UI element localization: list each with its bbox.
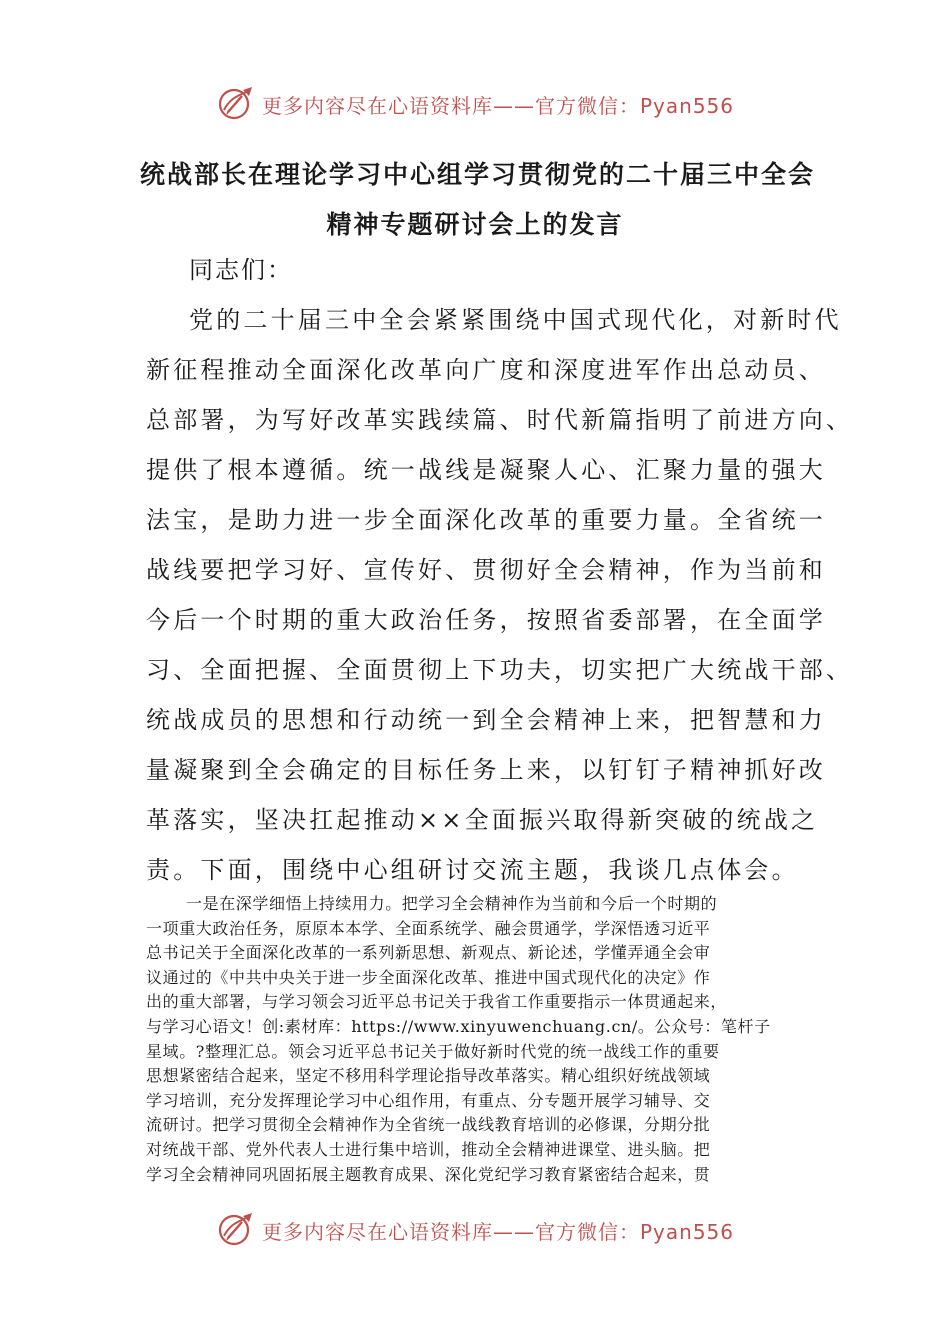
banner-dash: —— xyxy=(492,93,535,118)
paragraph-line: 习、全面把握、全面贯彻上下功夫，切实把广大统战干部、 xyxy=(146,656,854,684)
paragraph-line: 出的重大部署，与学习领会习近平总书记关于我省工作重要指示一体贯通起来， xyxy=(146,992,728,1012)
paragraph-line: 星域。?整理汇总。领会习近平总书记关于做好新时代党的统一战线工作的重要 xyxy=(146,1041,720,1061)
paragraph-line: 新征程推动全面深化改革向广度和深度进军作出总动员、 xyxy=(146,356,826,384)
header-banner xyxy=(0,82,950,126)
paragraph-line: 学习培训，充分发挥理论学习中心组作用，有重点、分专题开展学习辅导、交 xyxy=(146,1090,711,1110)
paragraph-intro xyxy=(146,295,854,895)
paragraph-line: 责。下面，围绕中心组研讨交流主题，我谈几点体会。 xyxy=(146,856,799,884)
banner-text xyxy=(262,1216,734,1245)
paragraph-line: 一项重大政治任务，原原本本学、全面系统学、融会贯通学，学深悟透习近平 xyxy=(146,918,711,938)
paragraph-line: 议通过的《中共中央关于进一步全面深化改革、推进中国式现代化的决定》作 xyxy=(146,967,711,987)
pen-logo-icon xyxy=(216,84,256,124)
paragraph-line: 革落实，坚决扛起推动××全面振兴取得新突破的统战之 xyxy=(146,806,819,834)
banner-wechat-id: Pyan556 xyxy=(639,1219,734,1244)
paragraph-line: 对统战干部、党外代表人士进行集中培训，推动全会精神进课堂、进头脑。把 xyxy=(146,1139,711,1159)
paragraph-line: 总部署，为写好改革实践续篇、时代新篇指明了前进方向、 xyxy=(146,406,854,434)
paragraph-line: 与学习心语文！创:素材库：https://www.xinyuwenchuang.cn/。公众号：笔杆子 xyxy=(146,1016,771,1036)
paragraph-line: 战线要把学习好、宣传好、贯彻好全会精神，作为当前和 xyxy=(146,556,826,584)
footer-banner xyxy=(0,1208,950,1252)
banner-slogan: 更多内容尽在心语资料库 xyxy=(261,93,493,118)
document-title xyxy=(140,150,816,250)
banner-wechat-id: Pyan556 xyxy=(639,93,734,118)
banner-wechat-label: 官方微信： xyxy=(534,1219,640,1244)
paragraph-line: 量凝聚到全会确定的目标任务上来，以钉钉子精神抓好改 xyxy=(146,756,826,784)
banner-wechat-label: 官方微信： xyxy=(534,93,640,118)
title-line-2: 精神专题研讨会上的发言 xyxy=(326,210,624,239)
greeting: 同志们： xyxy=(189,256,293,284)
banner-slogan: 更多内容尽在心语资料库 xyxy=(261,1219,493,1244)
paragraph-line: 思想紧密结合起来，坚定不移用科学理论指导改革落实。精心组织好统战领域 xyxy=(146,1066,711,1086)
banner-text xyxy=(262,90,734,119)
paragraph-line: 一是在深学细悟上持续用力。把学习全会精神作为当前和今后一个时期的 xyxy=(186,894,718,913)
paragraph-line: 法宝，是助力进一步全面深化改革的重要力量。全省统一 xyxy=(146,506,826,534)
paragraph-line: 提供了根本遵循。统一战线是凝聚人心、汇聚力量的强大 xyxy=(146,456,826,484)
banner-dash: —— xyxy=(492,1219,535,1244)
paragraph-line: 总书记关于全面深化改革的一系列新思想、新观点、新论述，学懂弄通全会审 xyxy=(146,943,711,963)
pen-logo-icon xyxy=(216,1210,256,1250)
paragraph-line: 流研讨。把学习贯彻全会精神作为全省统一战线教育培训的必修课，分期分批 xyxy=(146,1115,711,1135)
paragraph-line: 统战成员的思想和行动统一到全会精神上来，把智慧和力 xyxy=(146,706,826,734)
paragraph-line: 今后一个时期的重大政治任务，按照省委部署，在全面学 xyxy=(146,606,826,634)
paragraph-line: 党的二十届三中全会紧紧围绕中国式现代化，对新时代 xyxy=(189,306,842,334)
title-line-1: 统战部长在理论学习中心组学习贯彻党的二十届三中全会 xyxy=(140,160,816,189)
paragraph-point-one xyxy=(146,892,806,1187)
paragraph-line: 学习全会精神同巩固拓展主题教育成果、深化党纪学习教育紧密结合起来，贯 xyxy=(146,1164,711,1184)
